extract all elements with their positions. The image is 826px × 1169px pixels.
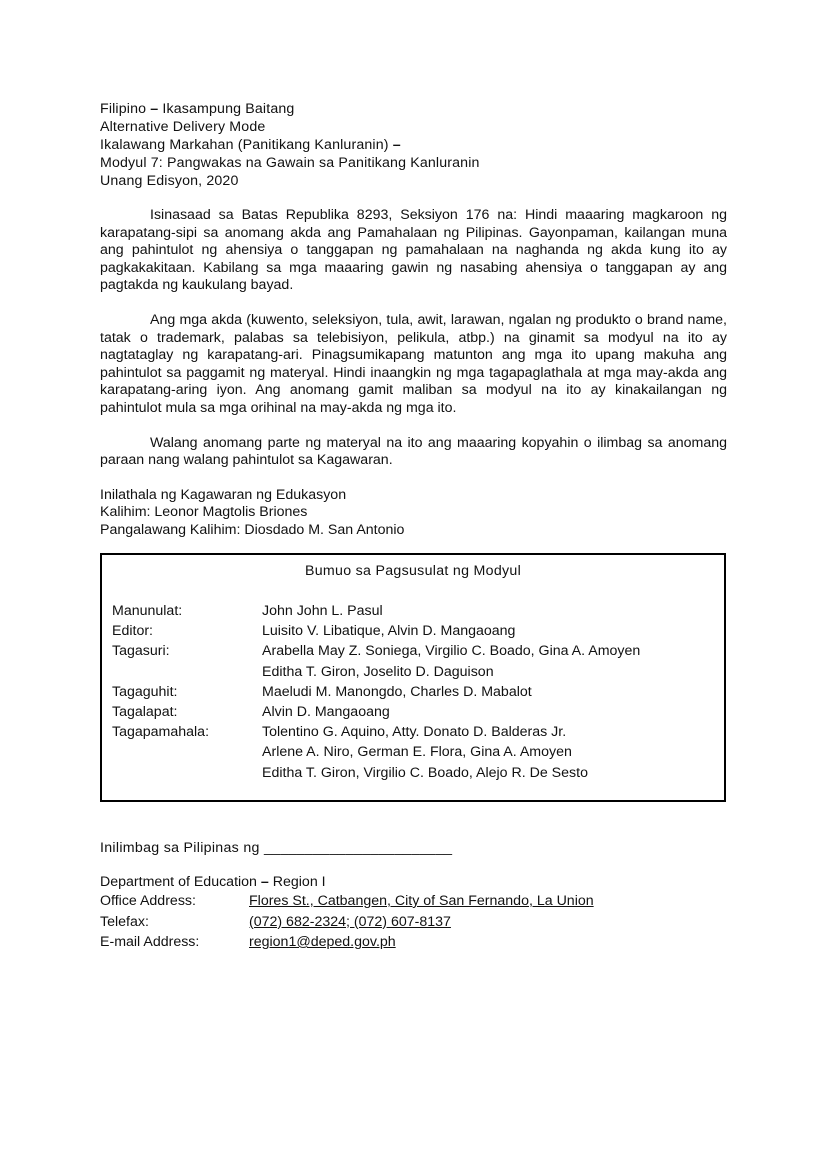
credits-box xyxy=(100,553,726,802)
email-label: E-mail Address: xyxy=(100,934,200,950)
deped-contact-block xyxy=(100,874,594,953)
publisher-block xyxy=(100,487,727,540)
printed-line: Inilimbag sa Pilipinas ng _______________________ xyxy=(100,840,453,856)
office-address-label: Office Address: xyxy=(100,893,196,909)
credits-row xyxy=(112,722,640,742)
credit-names: Arabella May Z. Soniega, Virgilio C. Boado, Gina A. Amoyen xyxy=(262,643,641,660)
region-name: Region I xyxy=(272,874,326,890)
credit-names: Editha T. Giron, Virgilio C. Boado, Alejo R. De Sesto xyxy=(262,764,588,781)
credit-names: Alvin D. Mangaoang xyxy=(262,704,390,721)
credits-row xyxy=(112,763,640,783)
secretary-line: Kalihim: Leonor Magtolis Briones xyxy=(100,504,308,521)
edition-line: Unang Edisyon, 2020 xyxy=(100,173,239,189)
credits-list xyxy=(112,601,640,783)
credit-names: John John L. Pasul xyxy=(262,603,383,619)
credits-row xyxy=(112,742,640,762)
credits-row xyxy=(112,662,640,682)
credit-names: Tolentino G. Aquino, Atty. Donato D. Balderas Jr. xyxy=(262,724,567,741)
deped-dash: – xyxy=(260,874,269,890)
credits-title: Bumuo sa Pagsusulat ng Modyul xyxy=(304,563,522,579)
subject-name: Filipino xyxy=(100,101,147,117)
email-link[interactable]: region1@deped.gov.ph xyxy=(249,934,396,950)
header-dash: – xyxy=(392,137,401,153)
credit-names: Editha T. Giron, Joselito D. Daguison xyxy=(262,663,494,680)
credit-names: Luisito V. Libatique, Alvin D. Mangaoang xyxy=(262,623,516,640)
credit-names: Arlene A. Niro, German E. Flora, Gina A. Amoyen xyxy=(262,744,572,761)
credits-row xyxy=(112,601,640,621)
credit-role: Editor: xyxy=(112,623,154,640)
telefax-row xyxy=(100,912,594,933)
credits-row xyxy=(112,621,640,641)
credit-role: Tagapamahala: xyxy=(112,724,210,741)
credits-row xyxy=(112,702,640,722)
header-block xyxy=(100,100,727,190)
reproduction-paragraph: Walang anomang parte ng materyal na ito ang maaaring kopyahin o ilimbag sa anomang paraan nang walang pahintulot sa Kagawaran. xyxy=(100,434,727,469)
credits-row xyxy=(112,641,640,661)
quarter-line xyxy=(100,136,727,154)
copyright-paragraph: Isinasaad sa Batas Republika 8293, Seksiyon 176 na: Hindi maaaring magkaroon ng karapatang-sipi sa anomang akda ang Pamahalaan ng Pilipinas. Gayonpaman, kailangan muna ang pahintulot ng ahensiya o tanggapan ng pamahalaan na naghanda ng akda kung ito ay pagkakakitaan. Kabilang sa mga maaaring gawin ng nasabing ahensiya o tanggapan ay ang pagtakda ng kaukulang bayad. xyxy=(100,207,727,294)
office-address-value: Flores St., Catbangen, City of San Fernando, La Union xyxy=(249,893,594,909)
credit-role xyxy=(112,662,262,682)
grade-level: Ikasampung Baitang xyxy=(162,101,295,117)
department-name: Department of Education xyxy=(100,874,257,890)
credit-role xyxy=(112,742,262,762)
copyright-page xyxy=(100,100,727,540)
credit-role: Tagalapat: xyxy=(112,704,178,721)
subject-line xyxy=(100,100,727,118)
undersecretary-line: Pangalawang Kalihim: Diosdado M. San Antonio xyxy=(100,521,405,538)
quarter-name: Ikalawang Markahan (Panitikang Kanluranin) xyxy=(100,137,389,153)
office-address-row xyxy=(100,891,594,912)
credit-role: Manunulat: xyxy=(112,603,183,619)
credit-role xyxy=(112,763,262,783)
publisher-line: Inilathala ng Kagawaran ng Edukasyon xyxy=(100,486,347,503)
telefax-value: (072) 682-2324; (072) 607-8137 xyxy=(249,913,451,930)
credits-row xyxy=(112,682,640,702)
credit-role: Tagasuri: xyxy=(112,643,170,660)
telefax-label: Telefax: xyxy=(100,913,149,930)
module-title: Modyul 7: Pangwakas na Gawain sa Panitikang Kanluranin xyxy=(100,155,480,171)
rights-paragraph: Ang mga akda (kuwento, seleksiyon, tula, awit, larawan, ngalan ng produkto o brand name, tatak o trademark, palabas sa telebisiyon, pelikula, atbp.) na ginamit sa modyul na ito ay nagtataglay ng karapatang-ari. Pinagsumikapang matunton ang mga ito upang makuha ang pahintulot sa paggamit ng materyal. Hindi inaangkin ng mga tagapaglathala at mga may-akda ang karapatang-aring iyon. Ang anomang gamit maliban sa modyul na ito ay kinakailangan ng pahintulot mula sa mga orihinal na may-akda ng mga ito. xyxy=(100,311,727,416)
email-row xyxy=(100,932,594,953)
header-dash: – xyxy=(150,101,159,117)
deped-title xyxy=(100,874,594,891)
credit-role: Tagaguhit: xyxy=(112,683,178,700)
delivery-mode: Alternative Delivery Mode xyxy=(100,119,266,135)
credit-names: Maeludi M. Manongdo, Charles D. Mabalot xyxy=(262,683,532,700)
